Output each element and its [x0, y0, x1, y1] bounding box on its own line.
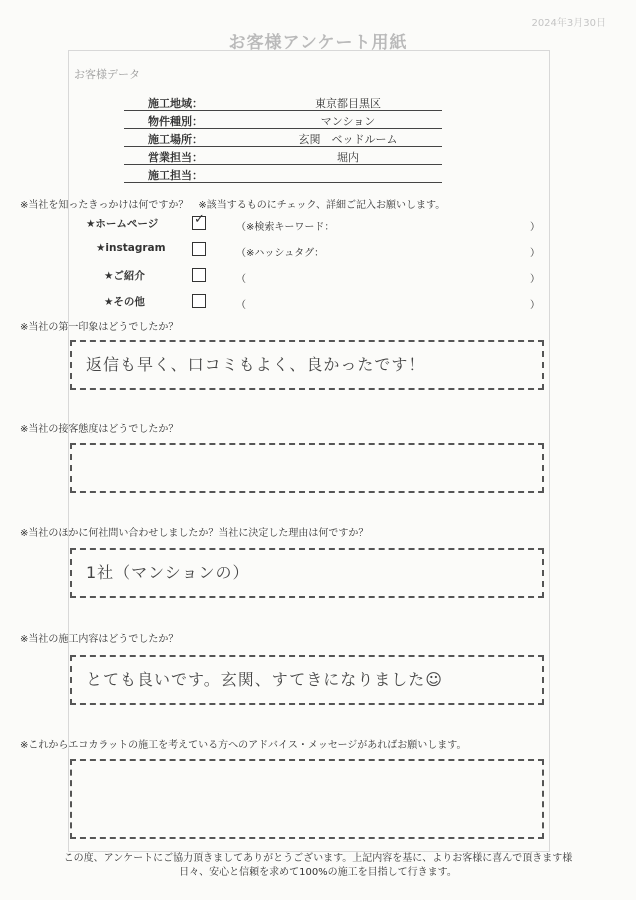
question-work-quality: ※当社の施工内容はどうでしたか？ [20, 634, 179, 645]
handwritten-answer: とても良いです。玄関、すてきになりました☺ [86, 670, 443, 689]
source-option-referral [0, 268, 636, 288]
source-label: ★ホームページ [86, 218, 159, 230]
customer-row-installer [124, 165, 442, 183]
customer-data-table [124, 93, 442, 183]
closing-line: この度、アンケートにご協力頂きましてありがとうございます。上記内容を基に、よりお客様に喜んで頂きます様 [63, 853, 573, 864]
source-checkbox[interactable] [192, 268, 206, 282]
source-option-homepage [0, 212, 636, 236]
source-checkbox[interactable] [192, 294, 206, 308]
info-value: マンション [320, 115, 376, 128]
handwritten-answer: 1社（マンションの） [86, 563, 250, 582]
answer-box-work-quality[interactable] [70, 655, 544, 705]
closing-message [0, 852, 636, 880]
answer-box-other-companies[interactable] [70, 548, 544, 598]
question-customer-service: ※当社の接客態度はどうでしたか？ [20, 424, 179, 435]
info-value: 玄関 ベッドルーム [298, 133, 398, 146]
customer-section-title: お客様データ [74, 68, 140, 81]
customer-row-location [124, 129, 442, 147]
info-label: 営業担当： [148, 151, 203, 164]
form-date: 2024年3月30日 [531, 18, 606, 29]
info-label: 施工担当： [148, 169, 203, 182]
source-option-instagram [0, 242, 636, 262]
answer-box-first-impression[interactable] [70, 340, 544, 390]
answer-box-advice[interactable] [70, 759, 544, 839]
check-icon: ✓ [194, 212, 205, 227]
source-note: （※ハッシュタグ： [236, 248, 325, 259]
customer-row-area [124, 93, 442, 111]
source-note-close: ） [530, 274, 540, 285]
source-note-close: ） [530, 300, 540, 311]
question-advice: ※これからエコカラットの施工を考えている方へのアドバイス・メッセージがあればお願いします。 [20, 740, 467, 751]
source-note-close: ） [530, 248, 540, 259]
info-label: 物件種別： [148, 115, 203, 128]
source-note: （ [236, 274, 246, 285]
answer-box-customer-service[interactable] [70, 443, 544, 493]
handwritten-answer: 返信も早く、口コミもよく、良かったです！ [86, 355, 426, 374]
info-label: 施工場所： [148, 133, 203, 146]
source-note: （ [236, 300, 246, 311]
info-value: 東京都目黒区 [315, 97, 381, 110]
source-label: ★instagram [96, 242, 166, 254]
source-option-other [0, 294, 636, 314]
question-first-impression: ※当社の第一印象はどうでしたか？ [20, 322, 179, 333]
question-other-companies: ※当社のほかに何社問い合わせしましたか？当社に決定した理由は何ですか？ [20, 528, 369, 539]
source-note-close: ） [530, 222, 540, 233]
source-label: ★ご紹介 [104, 270, 145, 282]
page-title: お客様アンケート用紙 [228, 33, 408, 53]
info-value: 堀内 [337, 151, 359, 164]
customer-row-property-type [124, 111, 442, 129]
source-note: （※検索キーワード： [236, 222, 335, 233]
closing-line: 日々、安心と信頼を求めて100%の施工を目指して行きます。 [179, 867, 457, 878]
source-checkbox[interactable] [192, 212, 206, 230]
info-label: 施工地域： [148, 97, 203, 110]
source-label: ★その他 [104, 296, 145, 308]
source-checkbox[interactable] [192, 242, 206, 256]
question-source: ※当社を知ったきっかけは何ですか？ ※該当するものにチェック、詳細ご記入お願いします。 [20, 200, 446, 211]
customer-row-sales-rep [124, 147, 442, 165]
